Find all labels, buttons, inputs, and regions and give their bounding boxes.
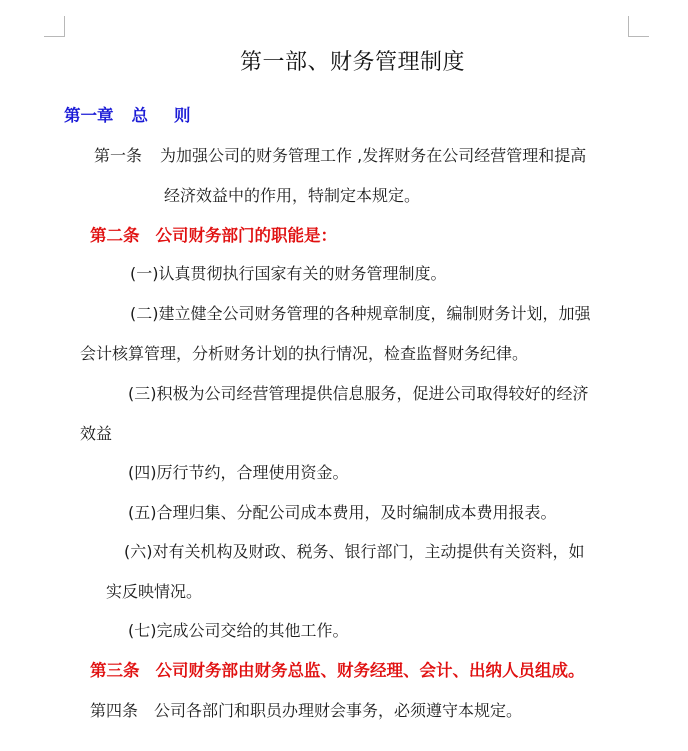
page-corner-mark-top-left [44,16,65,37]
article-2-label: 第二条 [90,226,140,245]
duty-3-line-1: (三)积极为公司经营管理提供信息服务，促进公司取得较好的经济 [128,384,589,403]
duty-4: (四)厉行节约，合理使用资金。 [128,463,349,482]
duty-6-line-2: 实反映情况。 [106,582,203,601]
page-corner-mark-top-right [628,16,649,37]
duty-5: (五)合理归集、分配公司成本费用，及时编制成本费用报表。 [128,503,557,522]
chapter-heading [64,104,191,128]
article-3-text: 公司财务部由财务总监、财务经理、会计、出纳人员组成。 [155,661,585,680]
duty-7: (七)完成公司交给的其他工作。 [128,621,349,640]
article-1-line-2: 经济效益中的作用，特制定本规定。 [164,186,421,205]
article-3-label: 第三条 [90,661,140,680]
article-4 [90,699,522,723]
article-1-line-1 [94,144,586,168]
article-1-text: 为加强公司的财务管理工作 ,发挥财务在公司经营管理和提高 [160,146,587,165]
article-4-text: 公司各部门和职员办理财会事务，必须遵守本规定。 [154,701,523,720]
duty-1: (一)认真贯彻执行国家有关的财务管理制度。 [130,264,447,283]
article-2-heading [90,224,337,248]
duty-3-line-2: 效益 [80,424,113,443]
chapter-word-1: 总 [131,106,148,125]
duty-2-line-2: 会计核算管理，分析财务计划的执行情况，检查监督财务纪律。 [80,344,529,363]
document-title: 第一部、财务管理制度 [240,50,466,75]
duty-6-line-1: (六)对有关机构及财政、税务、银行部门，主动提供有关资料，如 [124,542,585,561]
duty-2-line-1: (二)建立健全公司财务管理的各种规章制度，编制财务计划，加强 [130,304,591,323]
article-3 [90,659,585,683]
chapter-label: 第一章 [64,106,114,125]
article-1-label: 第一条 [94,146,143,165]
article-2-text: 公司财务部门的职能是： [155,226,337,245]
article-4-label: 第四条 [90,701,139,720]
chapter-word-2: 则 [174,106,191,125]
